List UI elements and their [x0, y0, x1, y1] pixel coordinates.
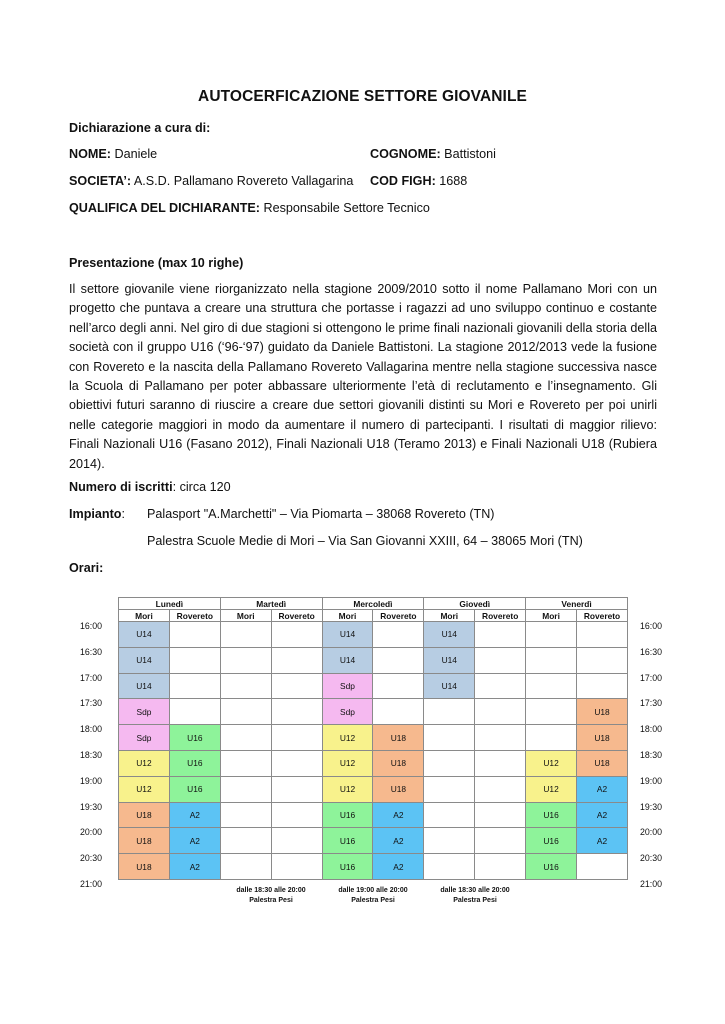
schedule-cell: [526, 673, 577, 699]
schedule-cell: U18: [119, 854, 170, 880]
schedule-cell: A2: [577, 802, 628, 828]
schedule-cell: [475, 622, 526, 648]
schedule-cell: U12: [322, 750, 373, 776]
schedule-cell: U18: [373, 750, 424, 776]
schedule-cell: [526, 647, 577, 673]
schedule-row: [119, 828, 628, 854]
iscritti-row: [69, 480, 231, 494]
schedule-cell: U16: [322, 854, 373, 880]
page-title: AUTOCERFICAZIONE SETTORE GIOVANILE: [198, 88, 527, 105]
schedule-cell: [220, 776, 271, 802]
schedule-cell: [220, 725, 271, 751]
schedule-cell: [271, 725, 322, 751]
schedule-cell: [577, 647, 628, 673]
schedule-cell: [271, 854, 322, 880]
time-label: 21:00: [80, 879, 103, 889]
schedule-cell: A2: [169, 802, 220, 828]
schedule-cell: [424, 802, 475, 828]
cognome-row: [370, 147, 496, 161]
schedule-cell: U14: [119, 673, 170, 699]
schedule-cell: A2: [577, 828, 628, 854]
schedule-cell: U16: [322, 828, 373, 854]
societa-row: [69, 174, 353, 188]
time-label: 16:30: [640, 646, 663, 657]
time-label: 17:30: [80, 698, 103, 709]
schedule-cell: U18: [373, 776, 424, 802]
nome-label: NOME:: [69, 147, 111, 161]
time-label: 17:00: [80, 672, 103, 683]
schedule-cell: [424, 750, 475, 776]
schedule-cell: [271, 647, 322, 673]
schedule-row: [119, 802, 628, 828]
schedule-cell: [475, 828, 526, 854]
day-header-row: [119, 598, 628, 610]
day-header: Martedì: [220, 598, 322, 610]
note-line-1: dalle 19:00 alle 20:00: [338, 887, 408, 894]
nome-value: Daniele: [110, 147, 158, 161]
schedule-cell: [526, 699, 577, 725]
qualifica-row: [69, 201, 430, 215]
schedule-cell: [373, 647, 424, 673]
schedule-cell: U16: [169, 725, 220, 751]
time-label: 18:00: [80, 724, 103, 735]
schedule-cell: U16: [322, 802, 373, 828]
schedule-note: [420, 886, 530, 906]
schedule-cell: [169, 699, 220, 725]
schedule-row: [119, 673, 628, 699]
schedule-cell: [169, 622, 220, 648]
time-label: 16:00: [80, 621, 103, 631]
impianto-row: [69, 507, 125, 521]
schedule-cell: [220, 647, 271, 673]
subcol-header: Rovereto: [373, 610, 424, 622]
schedule-row: [119, 776, 628, 802]
schedule-cell: [271, 802, 322, 828]
time-label: 19:00: [640, 775, 663, 786]
subcol-header: Mori: [424, 610, 475, 622]
schedule-cell: [577, 622, 628, 648]
schedule-cell: [220, 673, 271, 699]
schedule-cell: [475, 647, 526, 673]
schedule-cell: U16: [169, 750, 220, 776]
schedule-cell: A2: [169, 854, 220, 880]
schedule-cell: U14: [322, 622, 373, 648]
subcol-header: Mori: [526, 610, 577, 622]
schedule-cell: U16: [526, 854, 577, 880]
schedule-cell: U18: [119, 802, 170, 828]
schedule-table: [118, 597, 628, 880]
schedule-cell: [475, 673, 526, 699]
schedule-cell: [526, 725, 577, 751]
day-header: Mercoledì: [322, 598, 424, 610]
nome-row: [69, 147, 157, 161]
subcol-header: Rovereto: [577, 610, 628, 622]
schedule-note: [216, 886, 326, 906]
schedule-cell: U14: [119, 622, 170, 648]
schedule-row: [119, 725, 628, 751]
presentazione-label: Presentazione (max 10 righe): [69, 256, 244, 270]
schedule-cell: [475, 699, 526, 725]
time-label: 18:30: [640, 750, 663, 760]
cod-figh-label: COD FIGH:: [370, 174, 436, 188]
schedule-cell: U12: [119, 776, 170, 802]
schedule-cell: U18: [373, 725, 424, 751]
cod-figh-row: [370, 174, 467, 188]
time-label: 16:30: [80, 646, 103, 657]
schedule-cell: U14: [424, 673, 475, 699]
schedule-cell: [220, 699, 271, 725]
schedule-row: [119, 622, 628, 648]
time-label: 20:00: [80, 827, 103, 838]
schedule-cell: U14: [119, 647, 170, 673]
schedule-cell: U12: [322, 776, 373, 802]
schedule-cell: [220, 750, 271, 776]
schedule-cell: U18: [577, 750, 628, 776]
schedule-cell: [271, 750, 322, 776]
schedule-cell: U16: [169, 776, 220, 802]
schedule-cell: A2: [577, 776, 628, 802]
note-line-2: Palestra Pesi: [351, 897, 395, 904]
orari-label: Orari:: [69, 561, 104, 575]
schedule-cell: [271, 622, 322, 648]
schedule-cell: Sdp: [119, 699, 170, 725]
schedule-cell: U18: [577, 725, 628, 751]
schedule-cell: U12: [322, 725, 373, 751]
dichiarazione-label: Dichiarazione a cura di:: [69, 121, 211, 135]
schedule: [68, 597, 678, 917]
schedule-row: [119, 854, 628, 880]
schedule-cell: [271, 828, 322, 854]
schedule-cell: [577, 854, 628, 880]
note-line-2: Palestra Pesi: [249, 897, 293, 904]
note-line-2: Palestra Pesi: [453, 897, 497, 904]
schedule-row: [119, 750, 628, 776]
time-label: 19:30: [80, 801, 103, 812]
time-label: 21:00: [640, 879, 663, 889]
schedule-cell: [475, 802, 526, 828]
iscritti-label: Numero di iscritti: [69, 480, 173, 494]
time-label: 18:00: [640, 724, 663, 735]
schedule-cell: [526, 622, 577, 648]
schedule-cell: [424, 725, 475, 751]
impianto-colon: :: [121, 507, 125, 521]
day-header: Venerdì: [526, 598, 628, 610]
cognome-label: COGNOME:: [370, 147, 441, 161]
subcol-header: Rovereto: [169, 610, 220, 622]
schedule-cell: U18: [119, 828, 170, 854]
schedule-row: [119, 647, 628, 673]
cognome-value: Battistoni: [440, 147, 496, 161]
schedule-cell: U16: [526, 802, 577, 828]
schedule-cell: [373, 673, 424, 699]
schedule-note: [318, 886, 428, 906]
schedule-cell: [424, 776, 475, 802]
schedule-cell: U16: [526, 828, 577, 854]
venue-1: Palasport "A.Marchetti" – Via Piomarta – 38068 Rovereto (TN): [147, 507, 495, 521]
time-label: 16:00: [640, 621, 663, 631]
schedule-cell: [220, 802, 271, 828]
cod-figh-value: 1688: [435, 174, 468, 188]
venue-2: Palestra Scuole Medie di Mori – Via San Giovanni XXIII, 64 – 38065 Mori (TN): [147, 534, 583, 548]
schedule-cell: U12: [526, 750, 577, 776]
schedule-cell: [373, 699, 424, 725]
schedule-cell: [220, 828, 271, 854]
schedule-cell: U14: [322, 647, 373, 673]
schedule-cell: [475, 854, 526, 880]
schedule-cell: [424, 828, 475, 854]
time-label: 20:30: [80, 853, 103, 864]
note-line-1: dalle 18:30 alle 20:00: [236, 887, 306, 894]
time-label: 19:00: [80, 775, 103, 786]
schedule-cell: [424, 854, 475, 880]
schedule-cell: [271, 699, 322, 725]
schedule-cell: Sdp: [119, 725, 170, 751]
schedule-cell: U12: [526, 776, 577, 802]
schedule-cell: [220, 854, 271, 880]
schedule-cell: [475, 776, 526, 802]
schedule-body: [119, 622, 628, 880]
schedule-cell: [475, 750, 526, 776]
subcol-header-row: [119, 610, 628, 622]
time-label: 18:30: [80, 750, 103, 760]
time-label: 17:00: [640, 672, 663, 683]
schedule-cell: [577, 673, 628, 699]
schedule-cell: [220, 622, 271, 648]
schedule-cell: U14: [424, 647, 475, 673]
iscritti-value: : circa 120: [172, 480, 231, 494]
time-label: 17:30: [640, 698, 663, 709]
schedule-cell: U14: [424, 622, 475, 648]
impianto-label: Impianto: [69, 507, 122, 521]
societa-value: A.S.D. Pallamano Rovereto Vallagarina: [131, 174, 354, 188]
schedule-cell: [424, 699, 475, 725]
schedule-cell: [169, 673, 220, 699]
subcol-header: Rovereto: [475, 610, 526, 622]
day-header: Giovedì: [424, 598, 526, 610]
subcol-header: Mori: [220, 610, 271, 622]
note-line-1: dalle 18:30 alle 20:00: [440, 887, 510, 894]
schedule-cell: [475, 725, 526, 751]
schedule-cell: U18: [577, 699, 628, 725]
schedule-cell: A2: [373, 854, 424, 880]
subcol-header: Mori: [322, 610, 373, 622]
schedule-cell: A2: [373, 828, 424, 854]
time-label: 20:00: [640, 827, 663, 838]
schedule-cell: U12: [119, 750, 170, 776]
schedule-cell: [169, 647, 220, 673]
schedule-cell: A2: [169, 828, 220, 854]
schedule-cell: [271, 673, 322, 699]
day-header: Lunedì: [119, 598, 221, 610]
schedule-cell: [271, 776, 322, 802]
schedule-cell: Sdp: [322, 699, 373, 725]
qualifica-value: Responsabile Settore Tecnico: [260, 201, 430, 215]
schedule-cell: [373, 622, 424, 648]
societa-label: SOCIETA’:: [69, 174, 132, 188]
subcol-header: Mori: [119, 610, 170, 622]
time-label: 19:30: [640, 801, 663, 812]
schedule-cell: Sdp: [322, 673, 373, 699]
subcol-header: Rovereto: [271, 610, 322, 622]
time-label: 20:30: [640, 853, 663, 864]
schedule-row: [119, 699, 628, 725]
qualifica-label: QUALIFICA DEL DICHIARANTE:: [69, 201, 260, 215]
schedule-cell: A2: [373, 802, 424, 828]
presentazione-text: Il settore giovanile viene riorganizzato nella stagione 2009/2010 sotto il nome Pallamano Mori con un progetto che puntava a creare una struttura che portasse i ragazzi ad uno sviluppo continuo e costante nell’arco degli anni. Nel giro di due stagioni si ottengono le prime finali nazionali giovanili della storia della società con il gruppo U16 (‘96-‘97) guidato da Daniele Battistoni. La stagione 2012/2013 vede la fusione con Rovereto e la nascita della Pallamano Rovereto Vallagarina mentre nella stagione successiva nasce la Scuola di Pallamano per poter abbassare ulteriormente l’età di reclutamento e l’insegnamento. Gli obiettivi futuri saranno di riuscire a creare due settori giovanili distinti su Mori e Rovereto per poi unirli nelle categorie maggiori in modo da aumentare il numero di partecipanti. I risultati di maggior rilievo: Finali Nazionali U16 (Fasano 2012), Finali Nazionali U18 (Teramo 2013) e Finali Nazionali U18 (Rubiera 2014).: [69, 282, 657, 471]
